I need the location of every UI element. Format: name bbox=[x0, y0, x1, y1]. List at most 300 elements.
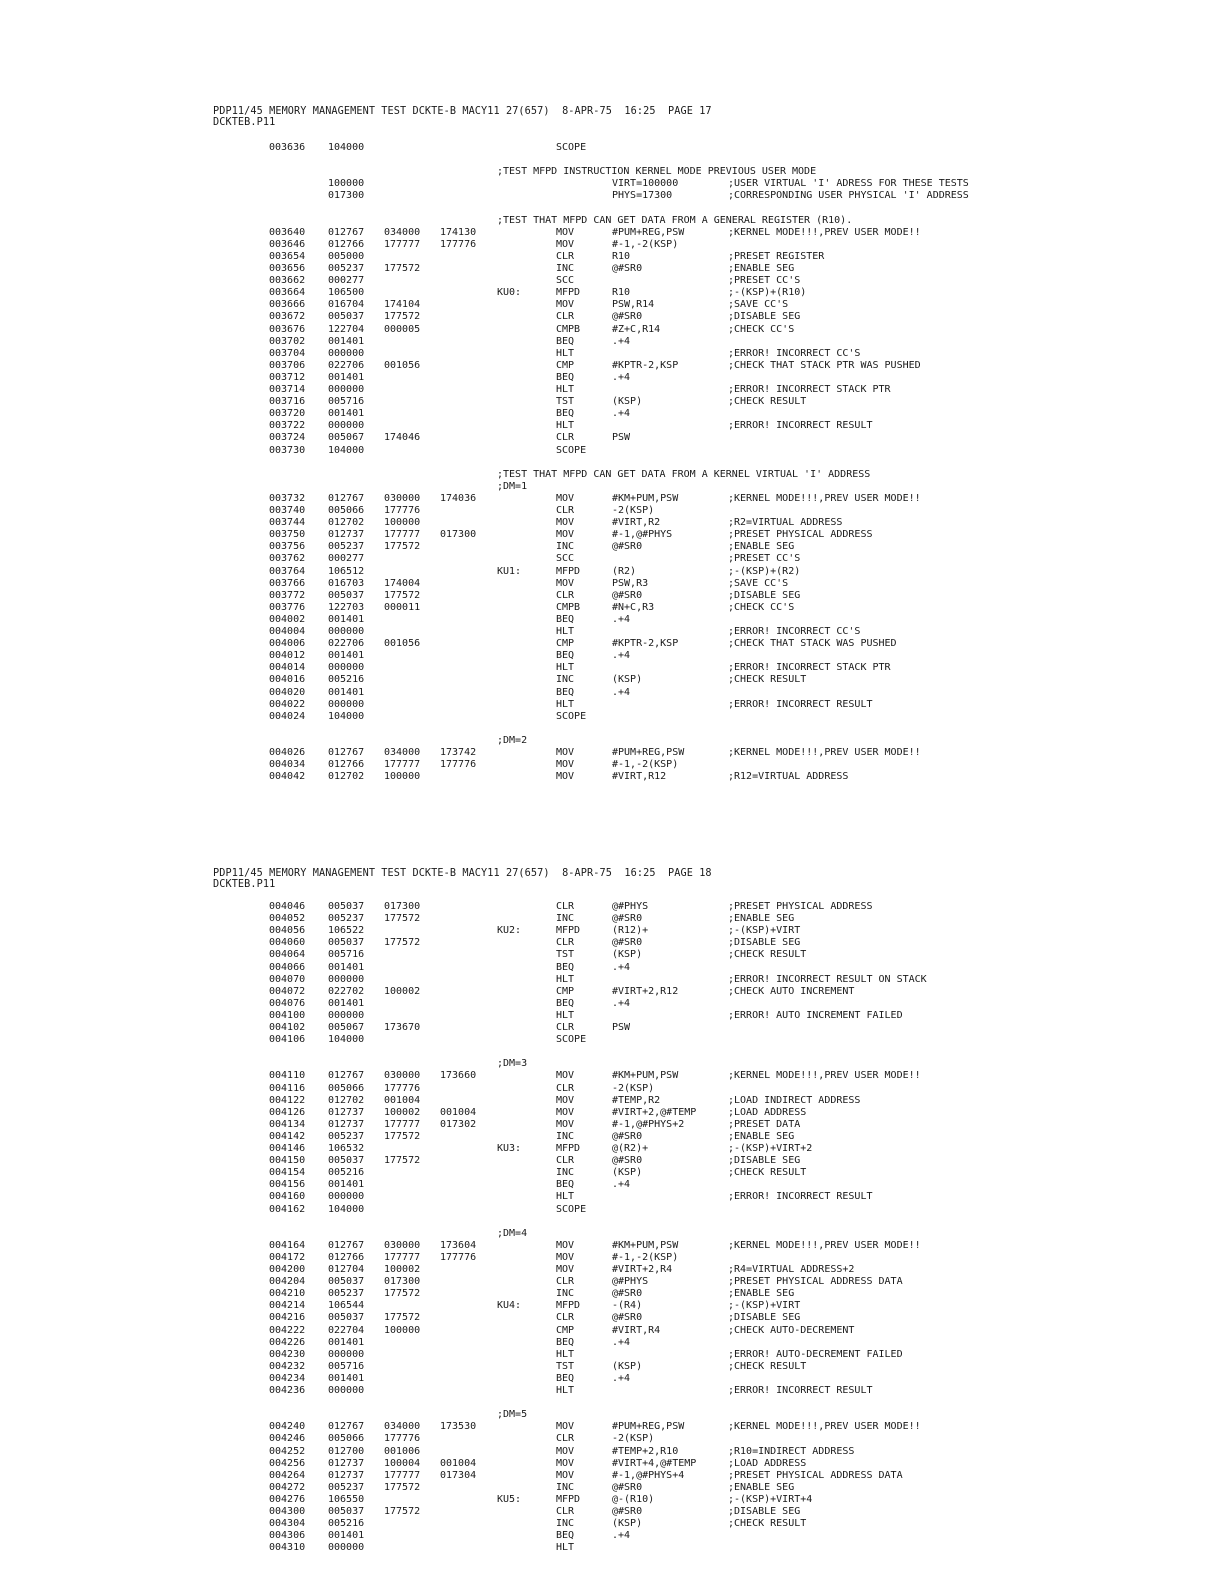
comment-cell: ;PRESET DATA bbox=[728, 1118, 801, 1130]
comment-cell: ;ERROR! INCORRECT RESULT bbox=[728, 420, 873, 432]
word2-cell: 001006 bbox=[384, 1445, 421, 1457]
directive-comment: ;DM=1 bbox=[497, 480, 528, 492]
opcode-cell: CMP bbox=[556, 638, 575, 650]
opcode-cell: CLR bbox=[556, 1082, 575, 1094]
directive-comment: ;TEST THAT MFPD CAN GET DATA FROM A KERNEL VIRTUAL 'I' ADDRESS bbox=[497, 468, 871, 480]
word1-cell: 005066 bbox=[328, 1082, 365, 1094]
operand-cell: #-1,@#PHYS+2 bbox=[612, 1118, 685, 1130]
opcode-cell: BEQ bbox=[556, 650, 575, 662]
comment-cell: ;ERROR! INCORRECT RESULT bbox=[728, 1191, 873, 1203]
opcode-cell: MOV bbox=[556, 1239, 575, 1251]
word2-cell: 177572 bbox=[384, 311, 421, 323]
word2-cell: 177572 bbox=[384, 937, 421, 949]
word3-cell: 177776 bbox=[440, 238, 477, 250]
operand-cell: .+4 bbox=[612, 1530, 631, 1542]
opcode-cell: CLR bbox=[556, 1433, 575, 1445]
comment-cell: ;R4=VIRTUAL ADDRESS+2 bbox=[728, 1264, 855, 1275]
comment-cell: ;-(KSP)+VIRT bbox=[728, 925, 801, 937]
address-cell: 004014 bbox=[269, 662, 306, 674]
address-cell: 003706 bbox=[269, 359, 306, 371]
operand-cell: #VIRT,R4 bbox=[612, 1324, 661, 1336]
comment-cell: ;PRESET CC'S bbox=[728, 275, 801, 287]
comment-cell: ;KERNEL MODE!!!,PREV USER MODE!! bbox=[728, 747, 921, 758]
word3-cell: 173604 bbox=[440, 1239, 477, 1251]
opcode-cell: MFPD bbox=[556, 1143, 581, 1154]
word1-cell: 106550 bbox=[328, 1493, 365, 1505]
operand-cell: @#SR0 bbox=[612, 913, 643, 925]
word2-cell: 177572 bbox=[384, 1155, 421, 1167]
word1-cell: 001401 bbox=[328, 408, 365, 420]
address-cell: 004012 bbox=[269, 650, 306, 662]
word1-cell: 000000 bbox=[328, 1385, 365, 1396]
word1-cell: 012737 bbox=[328, 529, 365, 541]
operand-cell: .+4 bbox=[612, 371, 631, 383]
address-cell: 004026 bbox=[269, 747, 306, 758]
opcode-cell: MFPD bbox=[556, 287, 581, 299]
word2-cell: 174004 bbox=[384, 577, 421, 589]
operand-cell: @#SR0 bbox=[612, 1288, 643, 1300]
word1-cell: 016704 bbox=[328, 299, 365, 311]
opcode-cell: CLR bbox=[556, 1022, 575, 1033]
comment-cell: ;KERNEL MODE!!!,PREV USER MODE!! bbox=[728, 492, 921, 504]
address-cell: 004022 bbox=[269, 698, 306, 710]
opcode-cell: SCOPE bbox=[556, 710, 587, 722]
operand-cell: .+4 bbox=[612, 997, 631, 1009]
opcode-cell: BEQ bbox=[556, 686, 575, 698]
operand-cell: R10 bbox=[612, 287, 631, 299]
address-cell: 004034 bbox=[269, 759, 306, 771]
word2-cell: 177776 bbox=[384, 1082, 421, 1094]
operand-cell: @#SR0 bbox=[612, 1312, 643, 1324]
operand-cell: #-1,@#PHYS+4 bbox=[612, 1469, 685, 1481]
word1-cell: 005037 bbox=[328, 589, 365, 601]
operand-cell: @#SR0 bbox=[612, 1506, 643, 1517]
word2-cell: 017300 bbox=[384, 1276, 421, 1288]
opcode-cell: MOV bbox=[556, 238, 575, 250]
operand-cell: @#PHYS bbox=[612, 1276, 649, 1288]
word1-cell: 005716 bbox=[328, 949, 365, 961]
word2-cell: 001056 bbox=[384, 359, 421, 371]
opcode-cell: MOV bbox=[556, 1457, 575, 1469]
word2-cell: 100000 bbox=[384, 1324, 421, 1336]
word1-cell: 005237 bbox=[328, 263, 365, 274]
comment-cell: ;-(KSP)+(R10) bbox=[728, 287, 807, 299]
opcode-cell: CLR bbox=[556, 901, 575, 912]
address-cell: 003672 bbox=[269, 311, 306, 323]
word2-cell: 177572 bbox=[384, 1288, 421, 1300]
operand-cell: .+4 bbox=[612, 408, 631, 420]
word1-cell: 005037 bbox=[328, 1506, 365, 1517]
comment-cell: ;ENABLE SEG bbox=[728, 1481, 795, 1493]
operand-cell: .+4 bbox=[612, 650, 631, 662]
word2-cell: 177777 bbox=[384, 529, 421, 541]
directive-comment: ;DM=5 bbox=[497, 1409, 528, 1421]
opcode-cell: MOV bbox=[556, 747, 575, 758]
opcode-cell: MOV bbox=[556, 771, 575, 783]
operand-cell: #VIRT,R12 bbox=[612, 771, 667, 783]
word1-cell: 104000 bbox=[328, 1034, 365, 1046]
comment-cell: ;R10=INDIRECT ADDRESS bbox=[728, 1445, 855, 1457]
directive-comment: ;TEST THAT MFPD CAN GET DATA FROM A GENERAL REGISTER (R10). bbox=[497, 214, 853, 226]
opcode-cell: BEQ bbox=[556, 1336, 575, 1348]
page-header-line-1: PDP11/45 MEMORY MANAGEMENT TEST DCKTE-B MACY11 27(657) 8-APR-75 16:25 PAGE 18 bbox=[213, 868, 712, 879]
word3-cell: 001004 bbox=[440, 1457, 477, 1469]
address-cell: 003720 bbox=[269, 408, 306, 420]
comment-cell: ;CHECK THAT STACK WAS PUSHED bbox=[728, 638, 897, 650]
address-cell: 004116 bbox=[269, 1082, 306, 1094]
operand-cell: #-1,-2(KSP) bbox=[612, 759, 679, 771]
word2-cell: 177572 bbox=[384, 1130, 421, 1142]
address-cell: 003666 bbox=[269, 299, 306, 311]
word1-cell: 012702 bbox=[328, 517, 365, 529]
comment-cell: ;LOAD ADDRESS bbox=[728, 1457, 807, 1469]
word1-cell: 005216 bbox=[328, 674, 365, 686]
word1-cell: 005237 bbox=[328, 1288, 365, 1300]
operand-cell: .+4 bbox=[612, 1336, 631, 1348]
address-cell: 003716 bbox=[269, 396, 306, 408]
address-cell: 004256 bbox=[269, 1457, 306, 1469]
address-cell: 004070 bbox=[269, 973, 306, 985]
comment-cell: ;ENABLE SEG bbox=[728, 263, 795, 274]
address-cell: 004024 bbox=[269, 710, 306, 722]
opcode-cell: CMP bbox=[556, 359, 575, 371]
word3-cell: 001004 bbox=[440, 1106, 477, 1118]
operand-cell: #-1,@#PHYS bbox=[612, 529, 673, 541]
address-cell: 003744 bbox=[269, 517, 306, 529]
operand-cell: #KM+PUM,PSW bbox=[612, 492, 679, 504]
comment-cell: ;CHECK RESULT bbox=[728, 949, 807, 961]
opcode-cell: HLT bbox=[556, 1191, 575, 1203]
word1-cell: 104000 bbox=[328, 710, 365, 722]
address-cell: 003704 bbox=[269, 347, 306, 359]
address-cell: 004146 bbox=[269, 1143, 306, 1154]
address-cell: 003636 bbox=[269, 142, 306, 153]
address-cell: 004056 bbox=[269, 925, 306, 937]
opcode-cell: CMP bbox=[556, 1324, 575, 1336]
address-cell: 004200 bbox=[269, 1264, 306, 1275]
word1-cell: 012766 bbox=[328, 1251, 365, 1263]
opcode-cell: HLT bbox=[556, 626, 575, 637]
word2-cell: 177572 bbox=[384, 1312, 421, 1324]
comment-cell: ;SAVE CC'S bbox=[728, 299, 789, 311]
opcode-cell: MOV bbox=[556, 1251, 575, 1263]
word1-cell: 106544 bbox=[328, 1300, 365, 1312]
comment-cell: ;CHECK THAT STACK PTR WAS PUSHED bbox=[728, 359, 921, 371]
word1-cell: 012700 bbox=[328, 1445, 365, 1457]
operand-cell: -2(KSP) bbox=[612, 505, 655, 516]
directive-comment: ;TEST MFPD INSTRUCTION KERNEL MODE PREVIOUS USER MODE bbox=[497, 166, 817, 178]
operand-cell: #VIRT+2,R4 bbox=[612, 1264, 673, 1275]
opcode-cell: CMPB bbox=[556, 323, 581, 335]
label-cell: KU2: bbox=[497, 925, 522, 937]
operand-cell: PHYS=17300 bbox=[612, 190, 673, 202]
comment-cell: ;CHECK AUTO-DECREMENT bbox=[728, 1324, 855, 1336]
word2-cell: 001056 bbox=[384, 638, 421, 650]
comment-cell: ;CORRESPONDING USER PHYSICAL 'I' ADDRESS bbox=[728, 190, 969, 202]
comment-cell: ;ENABLE SEG bbox=[728, 1288, 795, 1300]
word1-cell: 012767 bbox=[328, 492, 365, 504]
word1-cell: 001401 bbox=[328, 650, 365, 662]
comment-cell: ;ERROR! INCORRECT CC'S bbox=[728, 347, 861, 359]
opcode-cell: INC bbox=[556, 1518, 575, 1530]
operand-cell: R10 bbox=[612, 250, 631, 262]
comment-cell: ;ERROR! INCORRECT CC'S bbox=[728, 626, 861, 637]
opcode-cell: MOV bbox=[556, 226, 575, 238]
address-cell: 003712 bbox=[269, 371, 306, 383]
opcode-cell: BEQ bbox=[556, 961, 575, 973]
word1-cell: 122703 bbox=[328, 601, 365, 613]
address-cell: 003762 bbox=[269, 553, 306, 565]
word2-cell: 177572 bbox=[384, 913, 421, 925]
address-cell: 004156 bbox=[269, 1179, 306, 1191]
address-cell: 004240 bbox=[269, 1421, 306, 1433]
opcode-cell: HLT bbox=[556, 1542, 575, 1554]
address-cell: 004272 bbox=[269, 1481, 306, 1493]
operand-cell: PSW,R14 bbox=[612, 299, 655, 311]
directive-comment: ;DM=2 bbox=[497, 734, 528, 746]
address-cell: 003776 bbox=[269, 601, 306, 613]
address-cell: 003676 bbox=[269, 323, 306, 335]
word2-cell: 174046 bbox=[384, 432, 421, 444]
address-cell: 003756 bbox=[269, 541, 306, 553]
address-cell: 004072 bbox=[269, 985, 306, 997]
listing-body bbox=[213, 142, 1213, 783]
operand-cell: (KSP) bbox=[612, 1167, 643, 1179]
word2-cell: 177777 bbox=[384, 759, 421, 771]
opcode-cell: SCOPE bbox=[556, 444, 587, 456]
operand-cell: @#SR0 bbox=[612, 1130, 643, 1142]
comment-cell: ;CHECK RESULT bbox=[728, 396, 807, 408]
word1-cell: 005037 bbox=[328, 311, 365, 323]
opcode-cell: CLR bbox=[556, 937, 575, 949]
address-cell: 004066 bbox=[269, 961, 306, 973]
comment-cell: ;PRESET PHYSICAL ADDRESS DATA bbox=[728, 1469, 903, 1481]
word1-cell: 012704 bbox=[328, 1264, 365, 1275]
address-cell: 003662 bbox=[269, 275, 306, 287]
opcode-cell: HLT bbox=[556, 662, 575, 674]
comment-cell: ;DISABLE SEG bbox=[728, 311, 801, 323]
comment-cell: ;USER VIRTUAL 'I' ADRESS FOR THESE TESTS bbox=[728, 178, 969, 190]
word2-cell: 177572 bbox=[384, 541, 421, 553]
opcode-cell: MFPD bbox=[556, 1493, 581, 1505]
address-cell: 004004 bbox=[269, 626, 306, 637]
address-cell: 004300 bbox=[269, 1506, 306, 1517]
word1-cell: 000000 bbox=[328, 420, 365, 432]
comment-cell: ;R2=VIRTUAL ADDRESS bbox=[728, 517, 843, 529]
page-header-line-1: PDP11/45 MEMORY MANAGEMENT TEST DCKTE-B MACY11 27(657) 8-APR-75 16:25 PAGE 17 bbox=[213, 106, 712, 117]
word1-cell: 005037 bbox=[328, 901, 365, 912]
comment-cell: ;DISABLE SEG bbox=[728, 1155, 801, 1167]
opcode-cell: TST bbox=[556, 396, 575, 408]
operand-cell: #Z+C,R14 bbox=[612, 323, 661, 335]
address-cell: 003702 bbox=[269, 335, 306, 347]
comment-cell: ;CHECK RESULT bbox=[728, 1518, 807, 1530]
word1-cell: 122704 bbox=[328, 323, 365, 335]
opcode-cell: SCOPE bbox=[556, 142, 587, 153]
address-cell: 004230 bbox=[269, 1348, 306, 1360]
word2-cell: 030000 bbox=[384, 1070, 421, 1082]
opcode-cell: CLR bbox=[556, 432, 575, 444]
opcode-cell: HLT bbox=[556, 420, 575, 432]
address-cell: 004060 bbox=[269, 937, 306, 949]
listing-page-18 bbox=[213, 868, 1213, 1554]
word1-cell: 012737 bbox=[328, 1106, 365, 1118]
operand-cell: -2(KSP) bbox=[612, 1433, 655, 1445]
address-cell: 003772 bbox=[269, 589, 306, 601]
word3-cell: 173660 bbox=[440, 1070, 477, 1082]
operand-cell: @#SR0 bbox=[612, 541, 643, 553]
opcode-cell: CMP bbox=[556, 985, 575, 997]
address-cell: 003750 bbox=[269, 529, 306, 541]
word1-cell: 104000 bbox=[328, 444, 365, 456]
label-cell: KU4: bbox=[497, 1300, 522, 1312]
word1-cell: 104000 bbox=[328, 1203, 365, 1215]
operand-cell: (R2) bbox=[612, 565, 637, 577]
opcode-cell: CLR bbox=[556, 589, 575, 601]
word1-cell: 012702 bbox=[328, 1094, 365, 1106]
opcode-cell: HLT bbox=[556, 1385, 575, 1396]
opcode-cell: CLR bbox=[556, 1155, 575, 1167]
address-cell: 004226 bbox=[269, 1336, 306, 1348]
operand-cell: #-1,-2(KSP) bbox=[612, 238, 679, 250]
label-cell: KU0: bbox=[497, 287, 522, 299]
address-cell: 003730 bbox=[269, 444, 306, 456]
opcode-cell: BEQ bbox=[556, 1179, 575, 1191]
word3-cell: 174036 bbox=[440, 492, 477, 504]
comment-cell: ;-(KSP)+(R2) bbox=[728, 565, 801, 577]
label-cell: KU3: bbox=[497, 1143, 522, 1154]
operand-cell: #TEMP,R2 bbox=[612, 1094, 661, 1106]
address-cell: 004304 bbox=[269, 1518, 306, 1530]
word1-cell: 012767 bbox=[328, 1421, 365, 1433]
address-cell: 004046 bbox=[269, 901, 306, 912]
operand-cell: (KSP) bbox=[612, 1360, 643, 1372]
opcode-cell: MFPD bbox=[556, 565, 581, 577]
operand-cell: .+4 bbox=[612, 961, 631, 973]
word1-cell: 001401 bbox=[328, 613, 365, 625]
operand-cell: .+4 bbox=[612, 686, 631, 698]
comment-cell: ;ERROR! AUTO-DECREMENT FAILED bbox=[728, 1348, 903, 1360]
opcode-cell: HLT bbox=[556, 698, 575, 710]
word1-cell: 005037 bbox=[328, 1155, 365, 1167]
comment-cell: ;CHECK RESULT bbox=[728, 674, 807, 686]
word2-cell: 100004 bbox=[384, 1457, 421, 1469]
word1-cell: 001401 bbox=[328, 1336, 365, 1348]
comment-cell: ;ERROR! AUTO INCREMENT FAILED bbox=[728, 1009, 903, 1021]
word1-cell: 005716 bbox=[328, 396, 365, 408]
opcode-cell: CLR bbox=[556, 250, 575, 262]
word1-cell: 001401 bbox=[328, 335, 365, 347]
directive-comment: ;DM=3 bbox=[497, 1058, 528, 1070]
word1-cell: 005067 bbox=[328, 1022, 365, 1033]
operand-cell: #N+C,R3 bbox=[612, 601, 655, 613]
address-cell: 003724 bbox=[269, 432, 306, 444]
word1-cell: 012766 bbox=[328, 759, 365, 771]
address-cell: 003640 bbox=[269, 226, 306, 238]
opcode-cell: HLT bbox=[556, 1348, 575, 1360]
operand-cell: -2(KSP) bbox=[612, 1082, 655, 1094]
operand-cell: @#SR0 bbox=[612, 589, 643, 601]
word1-cell: 001401 bbox=[328, 1372, 365, 1384]
word2-cell: 177572 bbox=[384, 1481, 421, 1493]
opcode-cell: INC bbox=[556, 1167, 575, 1179]
address-cell: 004204 bbox=[269, 1276, 306, 1288]
address-cell: 004122 bbox=[269, 1094, 306, 1106]
word1-cell: 012767 bbox=[328, 1239, 365, 1251]
opcode-cell: BEQ bbox=[556, 335, 575, 347]
address-cell: 004020 bbox=[269, 686, 306, 698]
word1-cell: 106522 bbox=[328, 925, 365, 937]
comment-cell: ;DISABLE SEG bbox=[728, 1312, 801, 1324]
opcode-cell: TST bbox=[556, 1360, 575, 1372]
comment-cell: ;PRESET PHYSICAL ADDRESS DATA bbox=[728, 1276, 903, 1288]
comment-cell: ;LOAD INDIRECT ADDRESS bbox=[728, 1094, 861, 1106]
address-cell: 004154 bbox=[269, 1167, 306, 1179]
address-cell: 003722 bbox=[269, 420, 306, 432]
word2-cell: 100000 bbox=[384, 771, 421, 783]
word1-cell: 022702 bbox=[328, 985, 365, 997]
word2-cell: 034000 bbox=[384, 1421, 421, 1433]
opcode-cell: BEQ bbox=[556, 997, 575, 1009]
listing-body bbox=[213, 901, 1213, 1554]
word2-cell: 177572 bbox=[384, 263, 421, 274]
comment-cell: ;ERROR! INCORRECT RESULT bbox=[728, 698, 873, 710]
address-cell: 003766 bbox=[269, 577, 306, 589]
word1-cell: 012737 bbox=[328, 1118, 365, 1130]
opcode-cell: MOV bbox=[556, 299, 575, 311]
word1-cell: 022706 bbox=[328, 359, 365, 371]
word1-cell: 005037 bbox=[328, 1276, 365, 1288]
address-cell: 004160 bbox=[269, 1191, 306, 1203]
operand-cell: #VIRT+2,@#TEMP bbox=[612, 1106, 697, 1118]
comment-cell: ;SAVE CC'S bbox=[728, 577, 789, 589]
opcode-cell: BEQ bbox=[556, 371, 575, 383]
opcode-cell: MOV bbox=[556, 1264, 575, 1275]
address-cell: 004252 bbox=[269, 1445, 306, 1457]
operand-cell: .+4 bbox=[612, 613, 631, 625]
opcode-cell: MOV bbox=[556, 1445, 575, 1457]
opcode-cell: INC bbox=[556, 913, 575, 925]
comment-cell: ;-(KSP)+VIRT+4 bbox=[728, 1493, 813, 1505]
word2-cell: 177777 bbox=[384, 1251, 421, 1263]
word1-cell: 005066 bbox=[328, 505, 365, 516]
word1-cell: 000277 bbox=[328, 275, 365, 287]
opcode-cell: INC bbox=[556, 674, 575, 686]
word2-cell: 001004 bbox=[384, 1094, 421, 1106]
word1-cell: 000000 bbox=[328, 698, 365, 710]
address-cell: 004002 bbox=[269, 613, 306, 625]
address-cell: 004172 bbox=[269, 1251, 306, 1263]
word2-cell: 177776 bbox=[384, 1433, 421, 1445]
operand-cell: #VIRT+4,@#TEMP bbox=[612, 1457, 697, 1469]
opcode-cell: SCOPE bbox=[556, 1034, 587, 1046]
address-cell: 004216 bbox=[269, 1312, 306, 1324]
opcode-cell: INC bbox=[556, 1481, 575, 1493]
address-cell: 003714 bbox=[269, 384, 306, 395]
listing-page-17 bbox=[213, 106, 1213, 783]
directive-comment: ;DM=4 bbox=[497, 1227, 528, 1239]
opcode-cell: MFPD bbox=[556, 925, 581, 937]
opcode-cell: CLR bbox=[556, 505, 575, 516]
address-cell: 004142 bbox=[269, 1130, 306, 1142]
address-cell: 004064 bbox=[269, 949, 306, 961]
address-cell: 004042 bbox=[269, 771, 306, 783]
address-cell: 003664 bbox=[269, 287, 306, 299]
opcode-cell: MOV bbox=[556, 492, 575, 504]
word2-cell: 177572 bbox=[384, 589, 421, 601]
word3-cell: 177776 bbox=[440, 759, 477, 771]
operand-cell: @#SR0 bbox=[612, 1481, 643, 1493]
